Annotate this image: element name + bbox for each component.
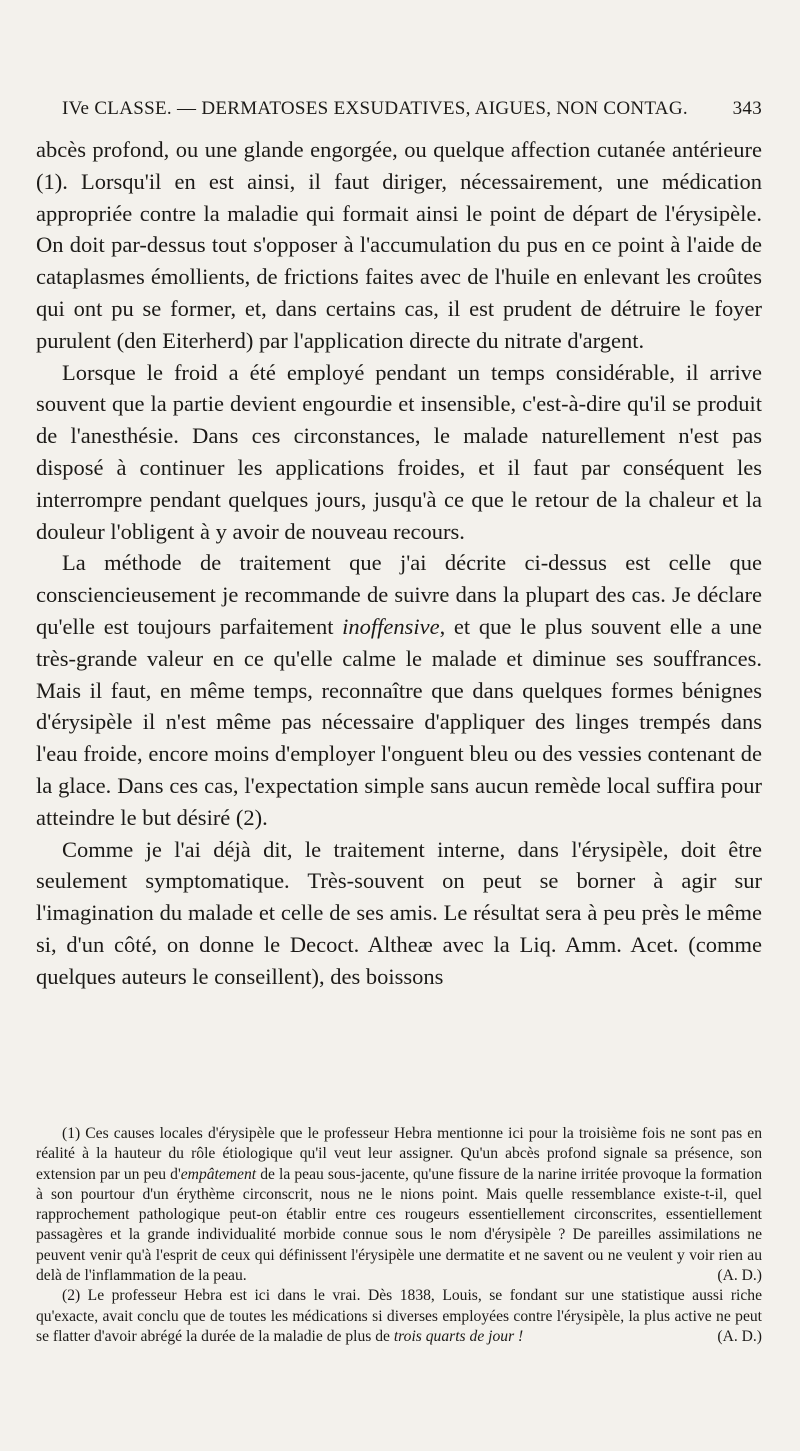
paragraph-text: La méthode de traitement que j'ai décrite ci-dessus est celle que consciencieusement je recommande de suivre dans la plupart des cas. Je déclare qu'elle est toujours parfaitement (36, 550, 762, 639)
footnote (36, 1286, 762, 1347)
footnote (36, 1124, 762, 1286)
emphasis-text: empâtement (180, 1165, 257, 1183)
page-number: 343 (732, 98, 762, 119)
paragraph-text: , et que le plus souvent elle a une très-grande valeur en ce qu'elle calme le malade et diminue ses souffrances. Mais il faut, en même temps, reconnaître que dans quelques formes bénignes d'érysipèle il n'est même pas nécessaire d'appliquer des linges trempés dans l'eau froide, encore moins d'employer l'onguent bleu ou des vessies contenant de la glace. Dans ces cas, l'expectation simple sans aucun remède local suffira pour atteindre le but désiré (2). (36, 613, 762, 830)
running-header (62, 98, 762, 120)
emphasis-text: inoffensive (342, 613, 440, 639)
paragraph: Lorsque le froid a été employé pendant un temps considérable, il arrive souvent que la partie devient engourdie et insensible, c'est-à-dire qu'il se produit de l'anesthésie. Dans ces circonstances, le malade naturellement n'est pas disposé à continuer les applications froides, et il faut par conséquent les interrompre pendant quelques jours, jusqu'à ce que le retour de la chaleur et la douleur l'obligent à y avoir de nouveau recours. (36, 359, 762, 544)
footnote-text: (2) Le professeur Hebra est ici dans le vrai. Dès 1838, Louis, se fondant sur une statistique aussi riche qu'exacte, avait conclu que de toutes les médications si diverses employées contre l'érysipèle, la plus active ne peut se flatter d'avoir abrégé la durée de la maladie de plus de (36, 1287, 762, 1345)
paragraph (36, 547, 762, 833)
footnote-text: de la peau sous-jacente, qu'une fissure de la narine irritée provoque la formation à son pourtour d'un érythème circonscrit, nous ne le nions point. Mais quelle ressemblance existe-t-il, quel rapprochement pathologique peut-on établir entre ces rougeurs essentiellement circonscrites, essentiellement passagères et la grande individualité morbide connue sous le nom d'érysipèle ? De pareilles assimilations ne peuvent venir qu'à l'esprit de ceux qui définissent l'érysipèle une dermatite et ne savent ou ne veulent y voir rien au delà de l'inflammation de la peau. (36, 1165, 762, 1285)
paragraph: Comme je l'ai déjà dit, le traitement interne, dans l'érysipèle, doit être seulement symptomatique. Très-souvent on peut se borner à agir sur l'imagination du malade et celle de ses amis. Le résultat sera à peu près le même si, d'un côté, on donne le Decoct. Altheæ avec la Liq. Amm. Acet. (comme quelques auteurs le conseillent), des boissons (36, 836, 762, 989)
header-title: IVe CLASSE. — DERMATOSES EXSUDATIVES, AIGUES, NON CONTAG. (62, 98, 688, 119)
footnote-attribution: (A. D.) (717, 1267, 762, 1285)
paragraph: abcès profond, ou une glande engorgée, ou quelque affection cutanée antérieure (1). Lorsqu'il en est ainsi, il faut diriger, nécessairement, une médication appropriée contre la maladie qui formait ainsi le point de départ de l'érysipèle. On doit par-dessus tout s'opposer à l'accumulation du pus en ce point à l'aide de cataplasmes émollients, de frictions faites avec de l'huile en enlevant les croûtes qui ont pu se former, et, dans certains cas, il est prudent de détruire le foyer purulent (den Eiterherd) par l'application directe du nitrate d'argent. (36, 137, 762, 353)
main-text (36, 134, 762, 993)
footnotes (36, 1124, 762, 1347)
emphasis-text: trois quarts de jour ! (393, 1327, 524, 1345)
footnote-text: (1) Ces causes locales d'érysipèle que le professeur Hebra mentionne ici pour la troisième fois ne sont pas en réalité à la hauteur du rôle étiologique qu'il veut leur assigner. Qu'un abcès profond signale sa présence, son extension par un peu d' (36, 1125, 762, 1183)
footnote-attribution: (A. D.) (717, 1327, 762, 1345)
